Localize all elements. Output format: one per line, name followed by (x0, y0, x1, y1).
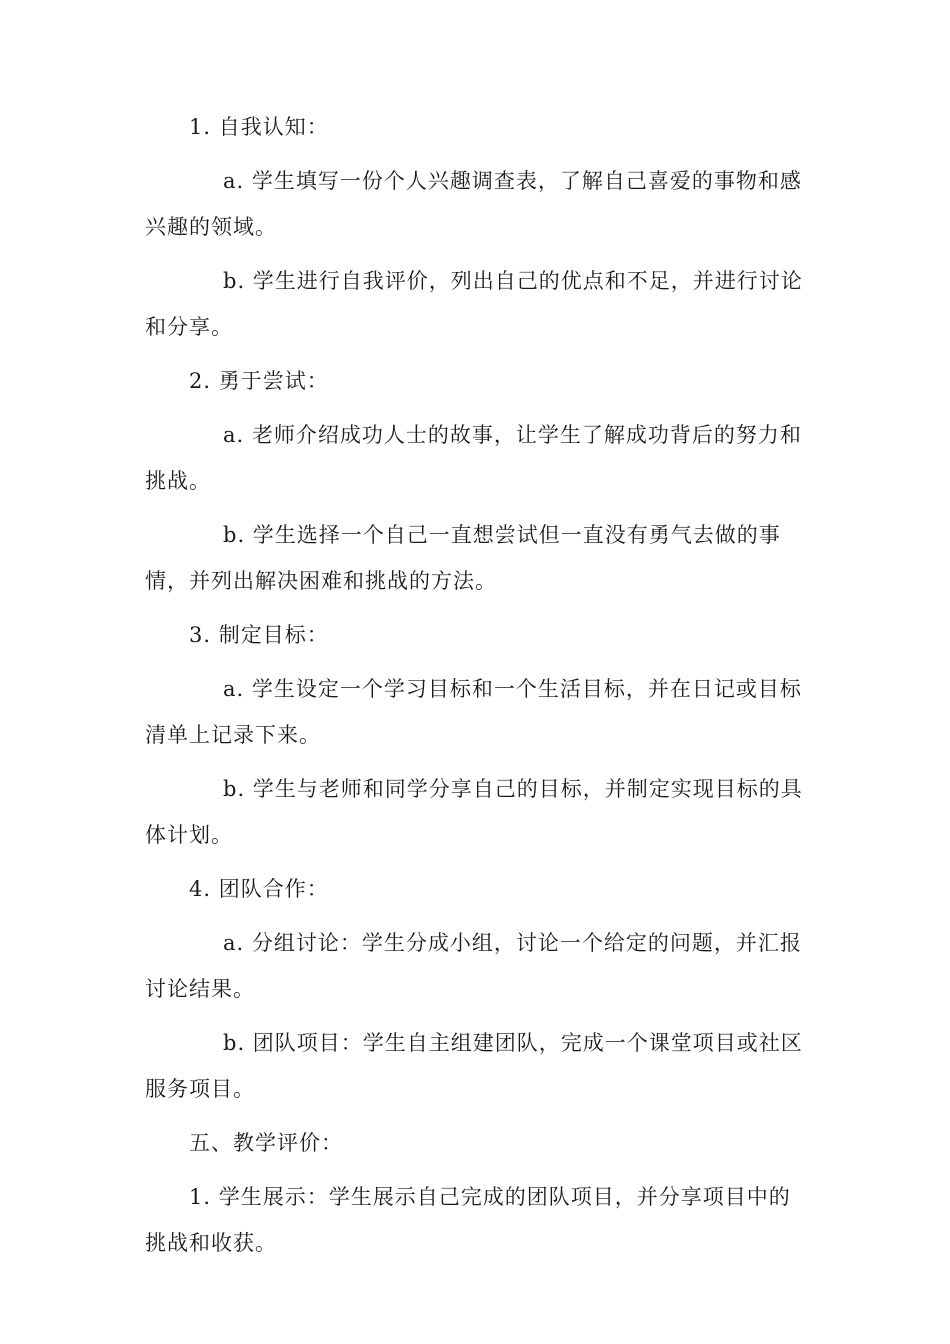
list-item: b. 学生选择一个自己一直想尝试但一直没有勇气去做的事情，并列出解决困难和挑战的方法。 (145, 523, 781, 593)
section-heading-teamwork: 4. 团队合作： (189, 877, 329, 901)
list-item: b. 团队项目：学生自主组建团队，完成一个课堂项目或社区服务项目。 (145, 1031, 803, 1101)
list-item: b. 学生进行自我评价，列出自己的优点和不足，并进行讨论和分享。 (145, 269, 803, 339)
list-item: a. 学生填写一份个人兴趣调查表，了解自己喜爱的事物和感兴趣的领域。 (145, 169, 802, 239)
document-page (145, 104, 805, 1274)
list-item: a. 老师介绍成功人士的故事，让学生了解成功背后的努力和挑战。 (145, 423, 802, 493)
section-heading-goals: 3. 制定目标： (189, 623, 329, 647)
section-heading-courage: 2. 勇于尝试： (189, 369, 329, 393)
list-item: a. 分组讨论：学生分成小组，讨论一个给定的问题，并汇报讨论结果。 (145, 931, 802, 1001)
section-heading-self-awareness: 1. 自我认知： (189, 115, 329, 139)
list-item: b. 学生与老师和同学分享自己的目标，并制定实现目标的具体计划。 (145, 777, 803, 847)
list-item: a. 学生设定一个学习目标和一个生活目标，并在日记或目标清单上记录下来。 (145, 677, 802, 747)
list-item: 1. 学生展示：学生展示自己完成的团队项目，并分享项目中的挑战和收获。 (145, 1185, 791, 1255)
section-heading-evaluation: 五、教学评价： (189, 1131, 343, 1155)
